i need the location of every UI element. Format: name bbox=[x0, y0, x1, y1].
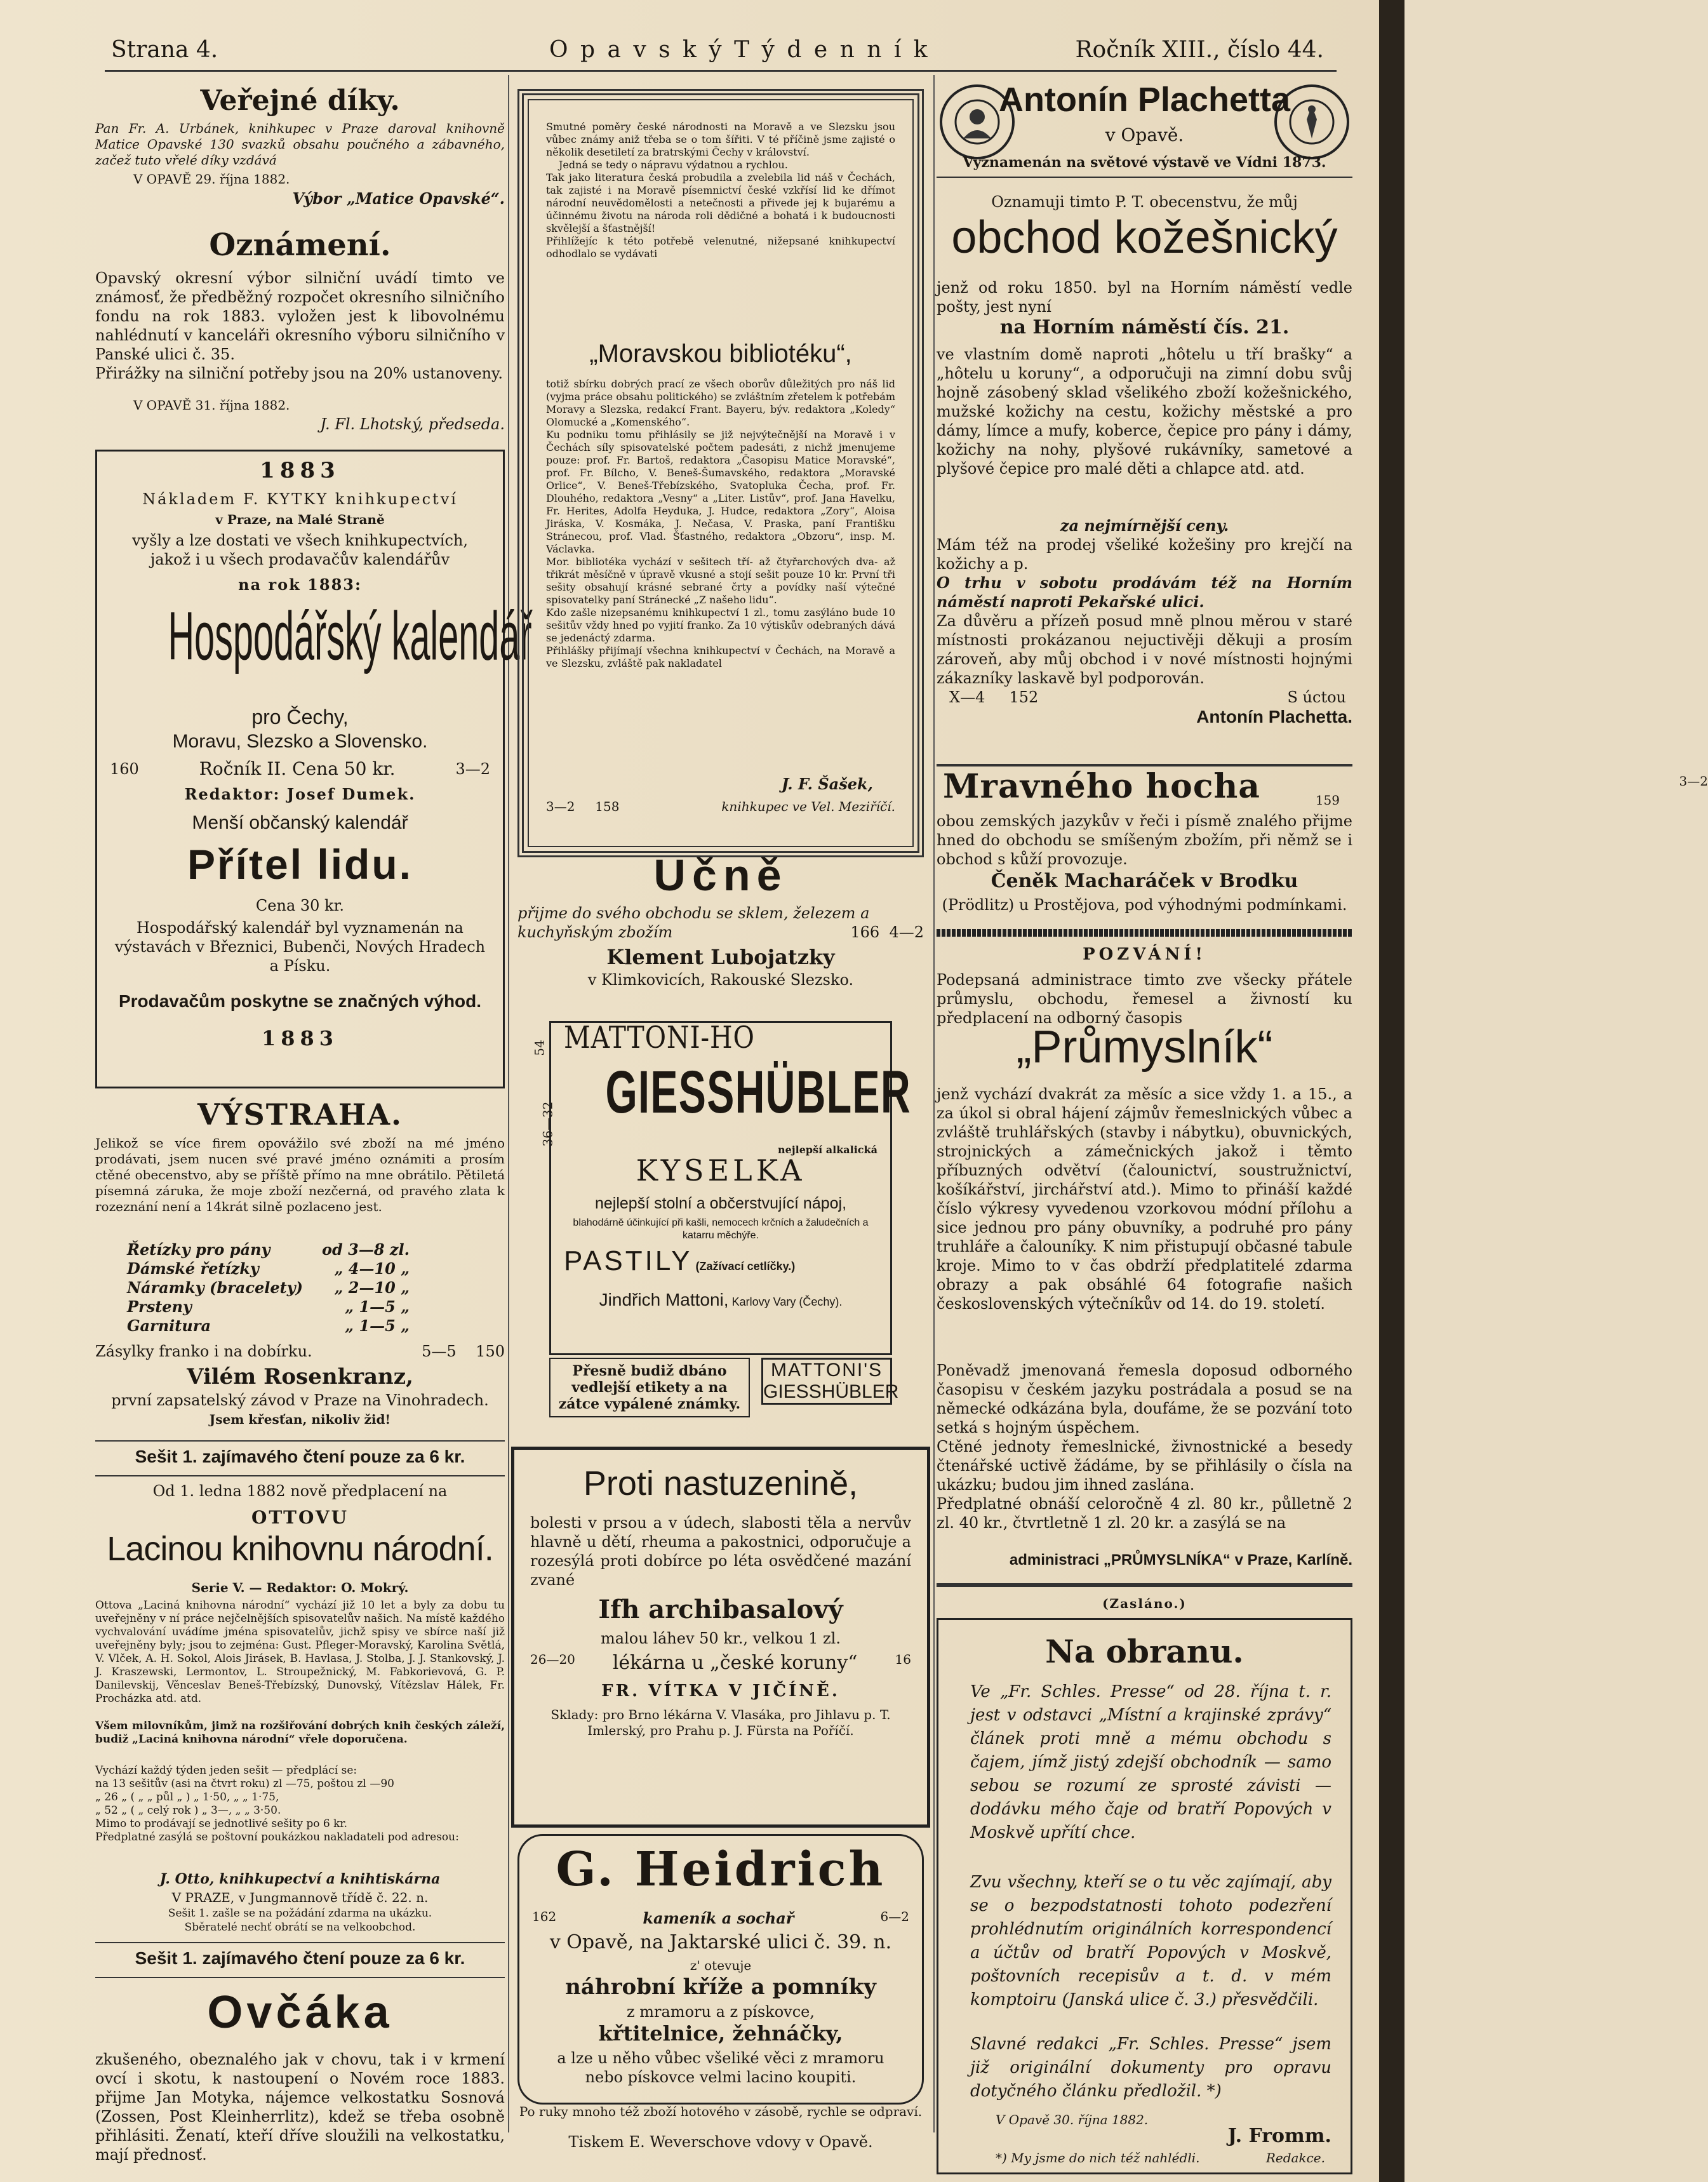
heid-main: náhrobní kříže a pomníky bbox=[565, 1974, 876, 2000]
matt-past2: (Zažívací cetlíčky.) bbox=[695, 1260, 796, 1273]
kal-title2: Přítel lidu. bbox=[187, 841, 413, 888]
item-name: Garnitura bbox=[127, 1316, 211, 1335]
bib-place: knihkupec ve Vel. Meziříčí. bbox=[721, 799, 895, 814]
ucne-text: přijme do svého obchodu se sklem, železem a kuchyňským zbožím bbox=[517, 904, 870, 941]
column-rule bbox=[933, 75, 935, 2132]
kal-code: 160 bbox=[110, 760, 139, 778]
heid-trade-row bbox=[532, 1909, 909, 1928]
mrav-place: (Prödlitz) u Prostějova, pod výhodnými podmínkami. bbox=[942, 896, 1347, 914]
lacinou-text: Ottova „Laciná knihovna národní“ vychází již 10 let a byly za dobu tu uveřejněny v ní práce nejčelnějších spisovatelův našich. Na místě každého vychvalování uvádíme jména spisovatelův, jichž spisy ve sbírce naší již uveřejněny byly; jsou to zejména: Gust. Pfleger-Moravský, Karolina Světlá, V. Vlček, A. H. Sokol, Alois Jirásek, B. Havlasa, J. Stolba, J. J. Stankovský, J. J. Kraszewski, Lermontov, L. Stroupežnický, M. Fabkorievová, G. P. Danilevskij, Věnceslav Beneš-Třebízský, Dunovský, Vítězslav Hálek, Fr. Procházka atd. atd. bbox=[95, 1599, 505, 1705]
plach-num: 152 bbox=[1009, 688, 1039, 706]
matt-kys: KYSELKA bbox=[636, 1153, 806, 1188]
divider bbox=[937, 1583, 1352, 1587]
vystraha-shiprow bbox=[95, 1342, 505, 1361]
bib-p: Tak jako literatura česká probudila a zvelebila lid náš v Čechách, tak zajisté i na Moravě písemnictví české vzkřísí lid ke dřímot národní neuvědomělosti a netečnosti a přivede jej k bujarému a účinnému životu na národa roli dědičné a bohatá i k budoucnosti skvělejší a šťastnější! bbox=[546, 171, 895, 234]
kal-place: v Praze, na Malé Straně bbox=[215, 512, 385, 527]
plach-cheap: za nejmírnější ceny. bbox=[1060, 516, 1229, 535]
plach-name: Antonín Plachetta bbox=[998, 81, 1291, 119]
item-name: Prsteny bbox=[127, 1297, 192, 1316]
price-row bbox=[127, 1278, 410, 1297]
vystraha-text: Jelikož se více firem opovážilo své zboží na mé jméno prodávati, jsem nucen své pravé jméno oznámiti a prosím ctěné obecenstvo, aby se příště přímo na mne obrátilo. Pětiletá písemná záruka, že moje zboží nezčerná, od pravého zlata k rozeznání není a 14krát silně pozlaceno jest. bbox=[95, 1135, 505, 1214]
kal-editor: Redaktor: Josef Dumek. bbox=[184, 785, 416, 803]
prum-text: Podepsaná administrace timto zve všecky přátele průmyslu, obchodu, řemesel a živností ku předplacení na odborný časopis bbox=[937, 971, 1352, 1027]
lacinou-subs bbox=[95, 1764, 505, 1844]
price-row bbox=[127, 1316, 410, 1335]
heid-text: a lze u něho vůbec všeliké věci z mramoru nebo pískovce velmi lacino koupiti. bbox=[557, 2049, 884, 2086]
proti-ad bbox=[511, 1447, 930, 1828]
ucne-rep: 4—2 bbox=[889, 923, 924, 941]
lacinou-text2: Všem milovníkům, jimž na rozšiřování dobrých knih českých záleží, budiž „Laciná knihovna národní“ vřele doporučena. bbox=[95, 1720, 505, 1746]
plach-text: ve vlastním domě naproti „hôtelu u tří brašky“ a „hôtelu u koruny“, a odporučuji na zimní dobu svůj hojně zásobený sklad všelikého zboží kožešnického, mužské kožichy na cestu, kožichy městské a pro dámy, límce a mufy, koberce, čepice pro pány i dámy, kožichy na nohy, plyšové rukávníky, sametové a plyšové čepice pro malé děti a chlapce atd. atd. bbox=[937, 345, 1352, 478]
obranu-zasl: (Zasláno.) bbox=[1102, 1596, 1187, 1611]
proti-text: bolesti v prsou a v údech, slabosti těla a nervův hlavně u dětí, rheuma a pakostnici, odporučuje a rozesýlá proti dobírce po léta osvědčené mazání zvané bbox=[530, 1514, 911, 1589]
proti-stock: Sklady: pro Brno lékárna V. Vlasáka, pro Jihlavu p. T. Imlerský, pro Prahu p. J. Fürsta na Poříčí. bbox=[550, 1707, 891, 1738]
lacinou-addr2: V PRAZE, v Jungmannově třídě č. 22. n. bbox=[171, 1890, 429, 1905]
kal-title-wrap bbox=[97, 598, 532, 674]
bibliotheka-ad bbox=[517, 89, 924, 857]
plach-since: jenž od roku 1850. byl na Horním náměstí vedle pošty, jest nyní bbox=[937, 279, 1352, 316]
kal-award: Hospodářský kalendář byl vyznamenán na výstavách v Březnici, Bubenči, Nových Hradech a Písku. bbox=[114, 919, 486, 975]
vystraha-rep: 5—5 bbox=[422, 1342, 457, 1360]
subs-line: Mimo to prodávají se jednotlivé sešity po 6 kr. bbox=[95, 1817, 348, 1830]
heidrich-ad bbox=[517, 1834, 924, 2105]
ovcaka-title: Ovčáka bbox=[207, 1987, 393, 2038]
mrav-text: obou zemských jazykův v řeči i písmě znalého přijme hned do obchodu se smíšeným zbožím, při němž se i obchod s kůží provozuje. bbox=[937, 812, 1352, 868]
vystraha-addr: první zapsatelský závod v Praze na Vinohradech. bbox=[111, 1391, 489, 1409]
bib-rep: 3—2 bbox=[546, 799, 575, 814]
kal-foryear: na rok 1883: bbox=[238, 575, 362, 594]
mrav-title: Mravného hocha bbox=[943, 767, 1261, 806]
column-rule bbox=[508, 75, 509, 2132]
mattoni-ad bbox=[549, 1020, 912, 1355]
plach-loc: na Horním náměstí čís. 21. bbox=[999, 316, 1290, 338]
heid-code: 162 bbox=[532, 1909, 557, 1924]
vystraha-items bbox=[127, 1240, 410, 1335]
kal-sub2: Moravu, Slezsko a Slovensko. bbox=[172, 731, 428, 752]
bib-p: Kdo zašle nizepsanému knihkupectví 1 zl., tomu zasýláno bude 10 sešitův vždy hned po vyjití franko. Za 10 výtiskův odebraných dává se jedenáctý zdarma. bbox=[546, 606, 895, 644]
ucne-name: Klement Lubojatzky bbox=[606, 945, 835, 969]
newspaper-title: O p a v s k ý T ý d e n n í k bbox=[549, 37, 930, 63]
proti-owner: FR. VÍTKA V JIČÍNĚ. bbox=[601, 1682, 840, 1701]
mrav-code: 159 bbox=[1315, 793, 1340, 808]
price-row bbox=[127, 1259, 410, 1278]
plach-big: obchod kožešnický bbox=[951, 212, 1338, 263]
bib-p: Přihlášky přijímají všechna knihkupectví v Čechách, na Moravě a ve Slezsku, zvláště pak nakladatel bbox=[546, 645, 895, 669]
subs-line: Předplatné zasýlá se poštovní poukázkou nakladateli pod adresou: bbox=[95, 1831, 459, 1844]
price-row bbox=[127, 1297, 410, 1316]
proti-code: 26—20 bbox=[530, 1652, 575, 1667]
bib-p: Přihlížejíc k této potřebě velenutné, nižepsané knihkupectví odhodlalo se vydávati bbox=[546, 235, 895, 260]
obranu-note: *) My jsme do nich též nahlédli. bbox=[996, 2150, 1200, 2165]
ozn-date: V OPAVĚ 31. října 1882. bbox=[133, 398, 290, 413]
vystraha-title: VÝSTRAHA. bbox=[197, 1097, 403, 1132]
price-row bbox=[127, 1240, 410, 1259]
ozn-text: Opavský okresní výbor silniční uvádí timto ve známosť, že předběžný rozpočet okresního silničního fondu na rok 1883. vyložen jest k libovolnému nahlédnutí v kanceláři okresního výboru silničního v Panské ulici č. 35. bbox=[95, 269, 505, 363]
prum-head: POZVÁNÍ! bbox=[1083, 945, 1206, 964]
divider bbox=[937, 764, 1352, 766]
kal-small: Menší občanský kalendář bbox=[192, 812, 408, 833]
sesit-banner-1: Sešit 1. zajímavého čtení pouze za 6 kr. bbox=[135, 1447, 465, 1466]
prum-text4: Ctěné jednoty řemeslnické, živnostnické a besedy čtenářské uctivě žádáme, by se přihlásily o čísla na ukázku; budou jim ihned zaslána. bbox=[937, 1438, 1352, 1494]
prum-text2: jenž vychází dvakrát za měsíc a sice vždy 1. a 15., a za úkol si obral hájení zájmův řemeslnických vůbec a zvláště truhlářských (stavby i nábytku), obuvnických, strojnických a zámečnických jakož i těmto příbuzných odvětví (čalounictví, soustružnictví, košíkářství, jirchářství atd.). Mimo to přináší každé číslo výkresy vyvedenou vzorkovou módní přílohu a sice jednou pro pány obuvníky, a podruhé pro pány truhláře a čalouníky. K nim přistupují občasné tabule kroje. Mimo to v čas obdrží předplatitelé zdarma obrazy a pak obsáhlé 64 fotografie našich československých výtečníkův od 14. do 19. století. bbox=[937, 1085, 1352, 1313]
heid-addr: v Opavě, na Jaktarské ulici č. 39. n. bbox=[549, 1931, 892, 1953]
proti-where: lékárna u „české koruny“ bbox=[612, 1652, 858, 1674]
kal-rep: 3—2 bbox=[455, 760, 490, 778]
obranu-title: Na obranu. bbox=[1045, 1633, 1244, 1670]
matt-line1: nejlepší stolní a občerstvující nápoj, bbox=[594, 1195, 847, 1212]
subs-line: na 13 sešitův (asi na čtvrt roku) zl —75, poštou zl —90 bbox=[95, 1777, 394, 1790]
kal-sub1: pro Čechy, bbox=[251, 706, 349, 728]
lacinou-pre: Od 1. ledna 1882 nově předplacení na bbox=[152, 1482, 448, 1500]
dary-title: Veřejné díky. bbox=[200, 84, 400, 117]
kal-sellers: Prodavačům poskytne se značných výhod. bbox=[118, 991, 482, 1011]
item-price: „ 4—10 „ bbox=[334, 1259, 410, 1278]
lacinou-note1: Sešit 1. zašle se na požádání zdarma na ukázku. bbox=[168, 1907, 432, 1920]
lacinou-note2: Sběratelé nechť obrátí se na velkoobchod. bbox=[184, 1921, 416, 1934]
matt-firm2: Karlovy Vary (Čechy). bbox=[731, 1295, 843, 1308]
plach-acc: S úctou bbox=[1287, 688, 1346, 706]
kal-volrow bbox=[97, 760, 503, 779]
lacinou-serie: Serie V. — Redaktor: O. Mokrý. bbox=[191, 1580, 409, 1595]
matt-top: MATTONI-HO bbox=[564, 1020, 755, 1055]
matt-label1: MATTONI'S bbox=[771, 1360, 883, 1381]
bib-code: 158 bbox=[595, 799, 620, 814]
obranu-date: V Opavě 30. října 1882. bbox=[996, 2112, 1149, 2127]
ozn-sign: J. Fl. Lhotský, předseda. bbox=[320, 415, 505, 433]
bib-p: Jedná se tedy o nápravu výdatnou a rychlou. bbox=[559, 159, 788, 171]
divider bbox=[937, 177, 1352, 178]
dary-date: V OPAVĚ 29. října 1882. bbox=[133, 171, 290, 187]
matt-firm-row bbox=[551, 1290, 890, 1310]
item-name: Náramky (bracelety) bbox=[127, 1278, 303, 1297]
kal-text: vyšly a lze dostati ve všech knihkupectvích, jakož i u všech prodavačův kalendářův bbox=[132, 532, 468, 568]
kal-price2: Cena 30 kr. bbox=[255, 897, 345, 914]
plach-text4: Za důvěru a přízeň posud mně plnou měrou v staré místnosti prokázanou nejuctivěji děkuji a prosím zároveň, aby můj obchod i v nové místnosti hojnými zákazníky laskavě byl podporován. bbox=[937, 612, 1352, 687]
matt-past: PASTILY bbox=[564, 1245, 693, 1276]
prum-admin: administraci „PRŮMYSLNÍKA“ v Praze, Karlíně. bbox=[1009, 1551, 1352, 1569]
matt-big: GIESSHÜBLER bbox=[605, 1059, 912, 1126]
dary-sign: Výbor „Matice Opavské“. bbox=[292, 189, 505, 208]
subs-line: Vychází každý týden jeden sešit — předplácí se: bbox=[95, 1764, 357, 1777]
ozn-title: Oznámení. bbox=[209, 227, 391, 263]
matt-label2: GIESSHÜBLER bbox=[763, 1381, 899, 1402]
obranu-text: Ve „Fr. Schles. Presse“ od 28. října t. r. jest v odstavci „Místní a krajinské zprávy“ článek proti mně a mému obchodu s čajem, jímž jistý zdejší obchodník — samo sebou se rozumí ze sprosté závisti — dodávku mého čaje od bratří Popových v Moskvě upřítí chce. bbox=[970, 1682, 1331, 1842]
kalendar-ad bbox=[95, 450, 532, 1088]
prum-text3: Poněvadž jmenovaná řemesla doposud odborného časopisu v českém jazyku postrádala a posud se na německé odkázána byla, doufáme, že se pozvání toto setká s hojným úspěchem. bbox=[937, 1362, 1352, 1436]
ucne-code: 166 bbox=[850, 923, 880, 941]
obranu-foot bbox=[996, 2150, 1325, 2166]
vystraha-ship: Zásylky franko i na dobírku. bbox=[95, 1342, 312, 1360]
matt-best: nejlepší alkalická bbox=[778, 1144, 877, 1156]
kal-vol: Ročník II. Cena 50 kr. bbox=[199, 758, 396, 779]
sesit-banner-2: Sešit 1. zajímavého čtení pouze za 6 kr. bbox=[135, 1948, 465, 1968]
dary-text: Pan Fr. A. Urbánek, knihkupec v Praze daroval knihovně Matice Opavské 130 svazků obsahu poučného a zábavného, začež tuto vřelé díky vzdává bbox=[95, 121, 505, 168]
matt-side1: 36—32 bbox=[540, 1101, 556, 1147]
bib-title: „Moravskou bibliotéku“, bbox=[589, 340, 852, 368]
proti-title: Proti nastuzenině, bbox=[583, 1464, 858, 1503]
plach-code: X—4 bbox=[949, 688, 985, 706]
proti-where-row bbox=[530, 1652, 911, 1674]
proti-price: malou láhev 50 kr., velkou 1 zl. bbox=[601, 1630, 841, 1647]
item-price: od 3—8 zl. bbox=[322, 1240, 410, 1259]
subs-line: „ 26 „ ( „ „ půl „ ) „ 1·50, „ „ 1·75, bbox=[95, 1791, 279, 1804]
heid-mat: z mramoru a z pískovce, bbox=[627, 2003, 815, 2021]
divider bbox=[95, 1440, 505, 1442]
bib-p: totiž sbírku dobrých prací ze všech oborův důležitých pro náš lid (vyjma práce obsahu politického) se zvláštním zřetelem k potřebám Moravy a Slezska, redakcí Frant. Bayeru, býv. redaktora „Koledy“ Olomucké a „Komenského“. bbox=[546, 378, 895, 428]
divider bbox=[95, 1475, 505, 1476]
heid-name: G. Heidrich bbox=[556, 1842, 886, 1897]
divider bbox=[95, 1977, 505, 1978]
item-price: „ 1—5 „ bbox=[345, 1297, 410, 1316]
kal-pub: Nákladem F. KYTKY knihkupectví bbox=[142, 490, 458, 508]
obranu-text2: Zvu všechny, kteří se o tu věc zajímají, aby se o bezpodstatnosti tohoto podezření prohlédnutím originálních korrespondencí a účtův od bratří Popových v Moskvě, poštovních recepisův a t. d. v mém komptoiru (Janská ulice č. 3.) přesvědčili. bbox=[970, 1873, 1331, 2009]
heid-rep: 6—2 bbox=[880, 1909, 909, 1924]
ucne-text-row bbox=[517, 904, 924, 942]
mrav-name: Čeněk Macharáček v Brodku bbox=[991, 870, 1298, 892]
vystraha-code: 150 bbox=[476, 1342, 505, 1360]
heid-open: z' otevuje bbox=[690, 1958, 752, 1973]
bib-p: Mor. bibliotéka vychází v sešitech tří- až čtyřarchových dva- až třikrát měsíčně v úpravě vkusné a stojí sešit pouze 10 kr. První tři sešity obsahují krásné sebrané črty a povídky naší výtečné spisovatelky paní Stránecké „Z našeho lidu“. bbox=[546, 556, 895, 606]
bib-sign: J. F. Šašek, bbox=[781, 775, 873, 793]
vystraha-name: Vilém Rosenkranz, bbox=[187, 1364, 413, 1389]
matt-note: Přesně budiž dbáno vedlejší etikety a na zátce vypálené známky. bbox=[549, 1358, 750, 1417]
prum-title: „Průmyslník“ bbox=[1016, 1022, 1273, 1073]
plach-city: v Opavě. bbox=[1105, 124, 1184, 145]
kal-year: 1883 bbox=[260, 458, 340, 483]
ornament-rule bbox=[937, 929, 1352, 937]
proti-prod: Ifh archibasalový bbox=[598, 1595, 843, 1624]
printer: Tiskem E. Weverschove vdovy v Opavě. bbox=[568, 2133, 873, 2151]
matt-line2: blahodárně účinkující při kašli, nemocech krčních a žaludečních a katarru měchýře. bbox=[573, 1217, 869, 1241]
vystraha-note: Jsem křesťan, nikoliv žid! bbox=[209, 1412, 391, 1427]
bib-p: Ku podniku tomu přihlásily se již nejvýtečnější na Moravě i v Čechách síly spisovatelské počtem padesáti, z nichž jmenujeme pouze: prof. Fr. Bartoš, redaktora „Časopisu Matice Moravské“, prof. Fr. Bílcho, V. Beneš-Šumavského, redaktora „Moravské Orlice“, V. Beneš-Třebízského, Svatopluka Čecha, prof. Fr. Dlouhého, redaktora „Vesny“ a „Liter. Listův“, prof. Jana Havelku, Fr. Herites, Adolfa Heyduka, J. Hudce, redaktora „Zory“, Aloisa Jiráska, V. Kosmáka, J. Nečasa, V. Praska, paní Františku Stránecou, prof. Vlad. Šťastného, redaktora „Obzoru“, insp. M. Václavka. bbox=[546, 429, 895, 555]
bib-body2 bbox=[546, 378, 895, 670]
heid-trade: kameník a sochař bbox=[643, 1909, 794, 1927]
plach-foot bbox=[949, 688, 1346, 707]
lacinou-ottovu: OTTOVU bbox=[251, 1507, 349, 1528]
bib-foot bbox=[546, 799, 895, 815]
obranu-text3: Slavné redakci „Fr. Schles. Presse“ jsem již originální dokumenty pro opravu dotyčného článku předložil. *) bbox=[970, 2035, 1331, 2101]
plach-text3: O trhu v sobotu prodávám též na Horním náměstí naproti Pekařské ulici. bbox=[937, 573, 1352, 611]
heid-foot: Po ruky mnoho též zboží hotového v zásobě, rychle se odpraví. bbox=[519, 2104, 923, 2119]
mrav-rep: 3—2 bbox=[1679, 773, 1708, 789]
divider bbox=[95, 1942, 505, 1943]
ucne-title: Učně bbox=[653, 850, 788, 900]
subs-line: „ 52 „ ( „ celý rok ) „ 3—, „ „ 3·50. bbox=[95, 1804, 281, 1817]
ovcaka-text: zkušeného, obeznalého jak v chovu, tak i v krmení ovcí i skotu, k nastoupení o Novém roce 1883. přijme Jan Motyka, nájemce velkostatku Sosnová (Zossen, Post Kleinherrlitz), kdež se třeba osobně přihlásiti. Ženatí, kteří dříve sloužili na velkostatku, mají přednosť. bbox=[95, 2051, 505, 2164]
heid-items: křtitelnice, žehnáčky, bbox=[598, 2021, 843, 2045]
obranu-box bbox=[937, 1618, 1352, 2174]
proti-num: 16 bbox=[895, 1652, 911, 1667]
ozn-text2: Přirážky na silniční potřeby jsou na 20% ustanoveny. bbox=[95, 365, 504, 382]
issue-number: Ročník XIII., číslo 44. bbox=[1075, 37, 1324, 63]
kal-title: Hospodářský kalendář bbox=[168, 598, 532, 674]
matt-past-row bbox=[564, 1245, 890, 1277]
page-number: Strana 4. bbox=[111, 37, 218, 63]
plach-award: Vyznamenán na světové výstavě ve Vídni 1873. bbox=[963, 154, 1326, 171]
matt-side2: 54 bbox=[531, 1040, 547, 1056]
matt-label bbox=[761, 1358, 899, 1405]
lacinou-title: Lacinou knihovnu národní. bbox=[107, 1530, 493, 1568]
obranu-sign: J. Fromm. bbox=[1227, 2125, 1331, 2147]
matt-foot bbox=[549, 1358, 899, 1434]
item-name: Řetízky pro pány bbox=[127, 1240, 270, 1259]
ucne-place: v Klimkovicích, Rakouské Slezsko. bbox=[587, 971, 854, 989]
bib-body1 bbox=[546, 121, 895, 260]
plach-intro: Oznamuji timto P. T. obecenstvu, že můj bbox=[991, 193, 1298, 211]
obranu-red: Redakce. bbox=[1265, 2150, 1325, 2165]
item-price: „ 2—10 „ bbox=[334, 1278, 410, 1297]
page-header bbox=[105, 32, 1337, 72]
item-name: Dámské řetízky bbox=[127, 1259, 259, 1278]
bib-p: Smutné poměry české národnosti na Moravě a ve Slezsku jsou vůbec známy aniž třeba se o tom šířiti. V té příčině jsme zajisté o několik desetiletí za bratrskými Čechy v království. bbox=[546, 121, 895, 158]
plach-sign: Antonín Plachetta. bbox=[1196, 707, 1352, 726]
lacinou-addr: J. Otto, knihkupectví a knihtiskárna bbox=[159, 1871, 441, 1887]
page-edge bbox=[1379, 0, 1404, 2182]
prum-text5: Předplatné obnáší celoročně 4 zl. 80 kr., půlletně 2 zl. 40 kr., čtvrtletně 1 zl. 20 kr. a zasýlá se na bbox=[937, 1495, 1352, 1532]
plach-text2: Mám též na prodej všeliké kožešiny pro krejčí na kožichy a p. bbox=[937, 536, 1352, 573]
item-price: „ 1—5 „ bbox=[345, 1316, 410, 1335]
kal-foot: 1883 bbox=[261, 1026, 339, 1050]
matt-firm: Jindřich Mattoni, bbox=[599, 1290, 729, 1309]
